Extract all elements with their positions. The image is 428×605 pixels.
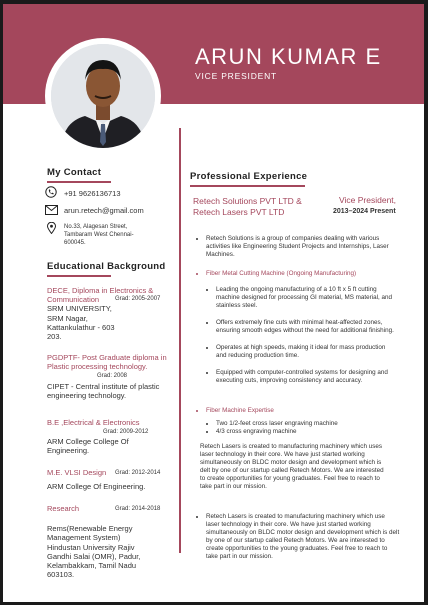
edu-title-2: PGDPTF- Post Graduate diploma in Plastic processing technology. — [47, 353, 167, 371]
edu-title-1: DECE, Diploma in Electronics & Communication — [47, 286, 154, 304]
sub1-item-4: • Equipped with computer-controlled systems for designing and executing cuts, improving consistency and accuracy. — [216, 369, 396, 385]
edu-school-4: ARM College Of Engineering. — [47, 482, 146, 491]
profile-photo — [51, 44, 155, 148]
job-dates: 2013–2024 Present — [333, 208, 396, 215]
edu-detail-5: Hindustan University Rajiv Gandhi Salai (OMR), Padur, Kelambakkam, Tamil Nadu 603103. — [47, 543, 141, 579]
education-underline — [47, 275, 111, 277]
job-position: Vice President, — [339, 195, 397, 205]
contact-underline — [47, 181, 111, 183]
sub1-item-2: • Offers extremely fine cuts with minimal heat-affected zones, ensuring smooth edges without the need for additional finishing. — [216, 319, 396, 335]
sub1-title: • Fiber Metal Cutting Machine (Ongoing Manufacturing) — [206, 269, 406, 278]
intro-list — [196, 235, 396, 259]
sub2-title: • Fiber Machine Expertise — [206, 406, 406, 415]
person-role: VICE PRESIDENT — [195, 71, 278, 81]
contact-phone[interactable]: +91 9626136713 — [64, 189, 121, 198]
phone-icon — [45, 186, 57, 198]
intro-item: • Retech Solutions is a group of companies dealing with various activities like Engineering Student Projects and Internships, Laser Machines. — [206, 235, 396, 259]
sub1-items — [206, 286, 396, 385]
edu-grad-5: Grad: 2014-2018 — [115, 506, 161, 512]
contact-email[interactable]: arun.retech@gmail.com — [64, 206, 144, 215]
education-heading: Educational Background — [47, 261, 166, 272]
contact-address: No.33, Alagesan Street, Tambaram West Chennai- 600045. — [64, 224, 134, 246]
para2-list — [196, 513, 400, 561]
edu-grad-3: Grad: 2009-2012 — [103, 429, 149, 435]
retech-lasers-paragraph-1: Retech Lasers is created to manufacturing machinery which uses laser technology in their core. We have just started working simultaneously on BLDC motor design and development which is delt by one of our startup called Retech Motors. We are interested to create opportunities for young graduates. Feel free to reach to take part in our mission. — [200, 443, 384, 490]
sub2-item-1: • Two 1/2-feet cross laser engraving machine — [216, 420, 396, 428]
sub1-item-3: • Operates at high speeds, making it ideal for mass production and reducing production time. — [216, 344, 396, 360]
edu-school-2: CIPET - Central institute of plastic engineering technology. — [47, 382, 160, 400]
retech-lasers-paragraph-2: • Retech Lasers is created to manufacturing machinery which use laser technology in their core. We have just started working simultaneously on BLDC motor design and development which is delt by one of our startup called Retech Motors. We are interested to create opportunities to the young graduates. Feel free to reach to take part in our mission. — [206, 513, 400, 561]
sub1-item-1: • Leading the ongoing manufacturing of a 10 ft x 5 ft cutting machine designed for processing GI material, MS material, and stainless steel. — [216, 286, 396, 310]
edu-school-5: Rems(Renewable Energy Management System) — [47, 524, 133, 542]
experience-heading: Professional Experience — [190, 171, 308, 182]
edu-grad-1: Grad: 2005-2007 — [115, 296, 161, 302]
email-icon — [45, 205, 58, 215]
contact-heading: My Contact — [47, 167, 102, 178]
resume-page — [3, 4, 424, 602]
sub2-list — [196, 406, 406, 415]
sub2-items — [206, 420, 396, 436]
edu-grad-4: Grad: 2012-2014 — [115, 470, 161, 476]
column-divider — [179, 128, 181, 553]
edu-school-1: SRM UNIVERSITY, — [47, 304, 112, 313]
edu-title-5: Research — [47, 504, 80, 513]
person-name: ARUN KUMAR E — [195, 44, 382, 69]
person-portrait-icon — [51, 44, 155, 148]
sub1-list — [196, 269, 406, 278]
sub2-item-2: • 4/3 cross engraving machine — [216, 428, 396, 436]
location-icon — [47, 222, 56, 234]
edu-grad-2: Grad: 2008 — [97, 373, 128, 379]
edu-title-3: B.E ,Electrical & Electronics — [47, 418, 140, 427]
edu-detail-1: SRM Nagar, Kattankulathur - 603 203. — [47, 314, 115, 341]
company-name: Retech Solutions PVT LTD & Retech Lasers PVT LTD — [193, 196, 302, 217]
edu-school-3: ARM College College Of Engineering. — [47, 437, 129, 455]
experience-underline — [190, 185, 305, 187]
edu-title-4: M.E. VLSI Design — [47, 468, 107, 477]
